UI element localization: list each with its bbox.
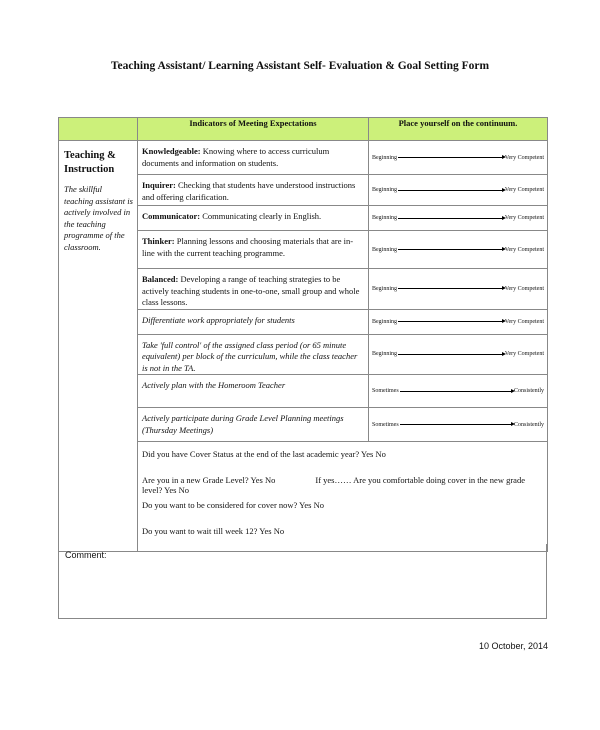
indicator-cell: Communicator: Communicating clearly in English. — [138, 206, 369, 231]
indicator-cell: Take 'full control' of the assigned class period (or 65 minute equivalent) per block of the curriculum, while the class teacher is not in the TA. — [138, 334, 369, 375]
comment-box[interactable] — [58, 544, 547, 619]
question-cover-status[interactable]: Did you have Cover Status at the end of the last academic year? Yes No — [142, 449, 386, 459]
section-description: The skillful teaching assistant is actively involved in the teaching programme of the classroom. — [64, 184, 133, 252]
form-title: Teaching Assistant/ Learning Assistant Self- Evaluation & Goal Setting Form — [110, 60, 490, 72]
indicator-cell: Actively plan with the Homeroom Teacher — [138, 375, 369, 408]
cover-questions — [138, 442, 548, 552]
header-continuum: Place yourself on the continuum. — [369, 118, 548, 141]
table-header-row — [59, 118, 548, 141]
indicator-cell: Differentiate work appropriately for students — [138, 309, 369, 334]
indicator-cell: Actively participate during Grade Level Planning meetings (Thursday Meetings) — [138, 408, 369, 442]
continuum-cell[interactable]: Beginning Very Competent — [369, 269, 548, 310]
indicator-cell: Thinker: Planning lessons and choosing materials that are in-line with the current teaching programme. — [138, 231, 369, 269]
continuum-cell[interactable]: Sometimes Consistently — [369, 375, 548, 408]
section-title: Teaching & Instruction — [64, 150, 116, 175]
header-indicators: Indicators of Meeting Expectations — [138, 118, 369, 141]
continuum-cell[interactable]: Beginning Very Competent — [369, 175, 548, 206]
continuum-cell[interactable]: Beginning Very Competent — [369, 206, 548, 231]
document-date: 10 October, 2014 — [478, 641, 548, 651]
section-cell — [59, 141, 138, 552]
indicator-cell: Balanced: Developing a range of teaching strategies to be actively teaching students in one-to-one, small group and whole class lessons. — [138, 269, 369, 310]
continuum-cell[interactable]: Sometimes Consistently — [369, 408, 548, 442]
comment-label: Comment: — [65, 550, 107, 560]
indicator-row — [59, 141, 548, 175]
question-wait-week[interactable]: Do you want to wait till week 12? Yes No — [142, 525, 285, 536]
question-grade-level[interactable]: Are you in a new Grade Level? Yes No If yes…… Are you comfortable doing cover in the new grade level? Yes No — [142, 474, 525, 495]
continuum-cell[interactable]: Beginning Very Competent — [369, 309, 548, 334]
continuum-cell[interactable]: Beginning Very Competent — [369, 334, 548, 375]
header-blank — [59, 118, 138, 141]
indicator-cell: Inquirer: Checking that students have understood instructions and offering clarification. — [138, 175, 369, 206]
question-consider-cover[interactable]: Do you want to be considered for cover now? Yes No — [142, 500, 325, 510]
continuum-cell[interactable]: Beginning Very Competent — [369, 231, 548, 269]
continuum-cell[interactable]: Beginning Very Competent — [369, 141, 548, 175]
evaluation-table — [58, 117, 548, 552]
indicator-cell: Knowledgeable: Knowing where to access curriculum documents and information on students. — [138, 141, 369, 175]
